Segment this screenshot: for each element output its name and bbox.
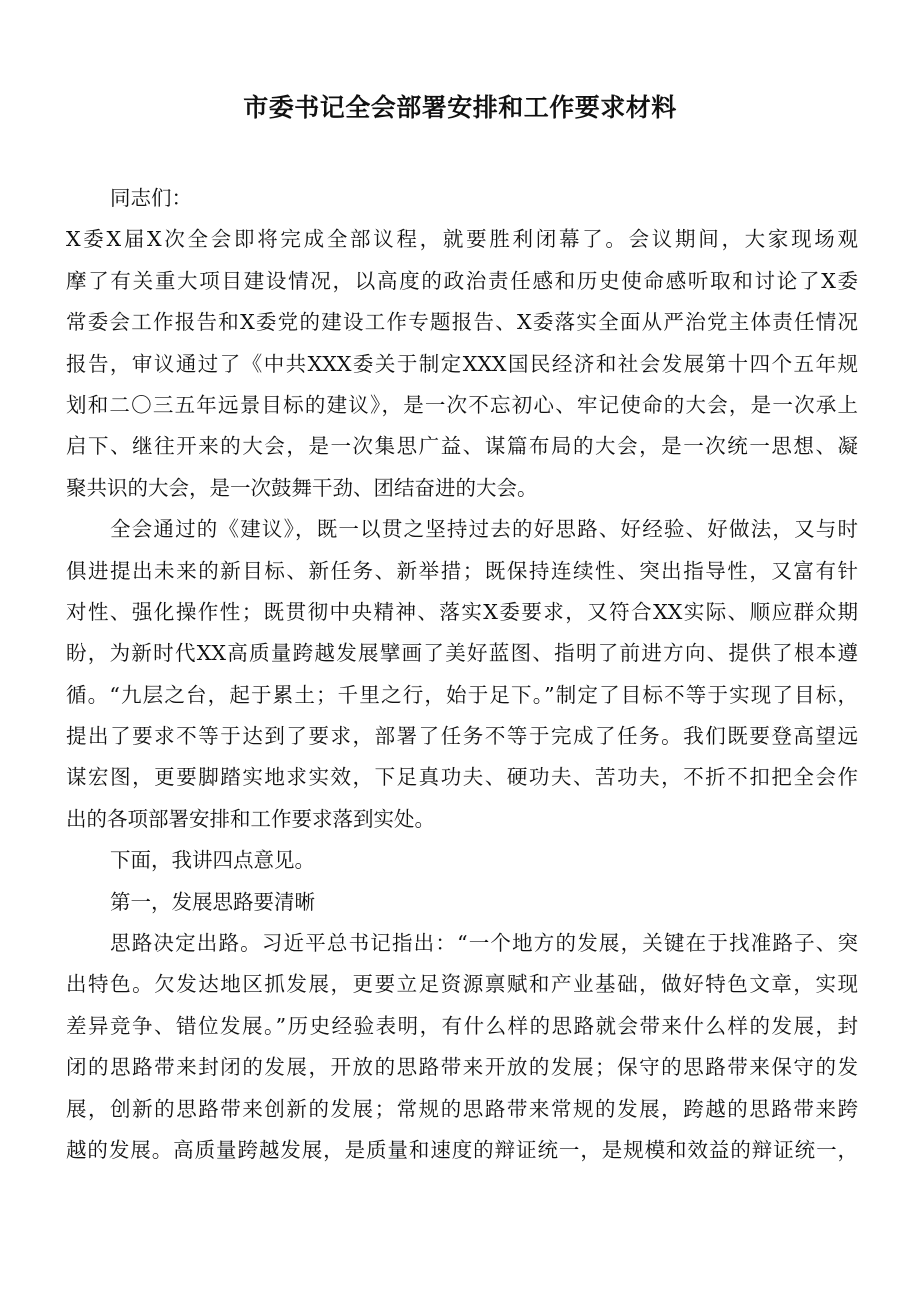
document-title: 市委书记全会部署安排和工作要求材料 — [243, 93, 677, 122]
paragraph-line: 常委会工作报告和X委党的建设工作专题报告、X委落实全面从严治党主体责任情况 — [66, 310, 858, 335]
paragraph-line: 启下、继往开来的大会，是一次集思广益、谋篇布局的大会，是一次统一思想、凝 — [66, 434, 858, 459]
paragraph-line: 循。“九层之台，起于累土；千里之行，始于足下。”制定了目标不等于实现了目标， — [66, 682, 858, 707]
paragraph-line: 出的各项部署安排和工作要求落到实处。 — [66, 806, 435, 831]
paragraph-line: 俱进提出未来的新目标、新任务、新举措；既保持连续性、突出指导性，又富有针 — [66, 558, 858, 583]
salutation-line: 同志们： — [110, 186, 192, 210]
paragraph-line: 越的发展。高质量跨越发展，是质量和速度的辩证统一，是规模和效益的辩证统一， — [66, 1137, 858, 1162]
paragraph-line: 出特色。欠发达地区抓发展，更要立足资源禀赋和产业基础，做好特色文章，实现 — [66, 972, 858, 997]
paragraph-line: 划和二〇三五年远景目标的建议》，是一次不忘初心、牢记使命的大会，是一次承上 — [66, 392, 858, 417]
paragraph-line: 下面，我讲四点意见。 — [110, 848, 315, 873]
paragraph-line: 谋宏图，更要脚踏实地求实效，下足真功夫、硬功夫、苦功夫，不折不扣把全会作 — [66, 765, 858, 790]
paragraph-line: 摩了有关重大项目建设情况，以高度的政治责任感和历史使命感听取和讨论了X委 — [66, 268, 858, 293]
paragraph-line: 对性、强化操作性；既贯彻中央精神、落实X委要求，又符合XX实际、顺应群众期 — [66, 599, 858, 624]
section-heading: 第一，发展思路要清晰 — [110, 889, 315, 914]
paragraph-line: 聚共识的大会，是一次鼓舞干劲、团结奋进的大会。 — [66, 475, 538, 500]
paragraph-line: 思路决定出路。习近平总书记指出：“一个地方的发展，关键在于找准路子、突 — [110, 931, 858, 956]
paragraph-line: 报告，审议通过了《中共XXX委关于制定XXX国民经济和社会发展第十四个五年规 — [66, 351, 858, 376]
document-body — [66, 178, 858, 1171]
paragraph-line: 差异竞争、错位发展。”历史经验表明，有什么样的思路就会带来什么样的发展，封 — [66, 1013, 858, 1038]
paragraph-line: 全会通过的《建议》，既一以贯之坚持过去的好思路、好经验、好做法，又与时 — [110, 517, 858, 542]
paragraph-line: 盼，为新时代XX高质量跨越发展擘画了美好蓝图、指明了前进方向、提供了根本遵 — [66, 641, 858, 666]
paragraph-line: X委X届X次全会即将完成全部议程，就要胜利闭幕了。会议期间，大家现场观 — [66, 227, 858, 252]
paragraph-line: 提出了要求不等于达到了要求，部署了任务不等于完成了任务。我们既要登高望远 — [66, 724, 858, 749]
paragraph-line: 闭的思路带来封闭的发展，开放的思路带来开放的发展；保守的思路带来保守的发 — [66, 1055, 858, 1080]
paragraph-line: 展，创新的思路带来创新的发展；常规的思路带来常规的发展，跨越的思路带来跨 — [66, 1096, 858, 1121]
